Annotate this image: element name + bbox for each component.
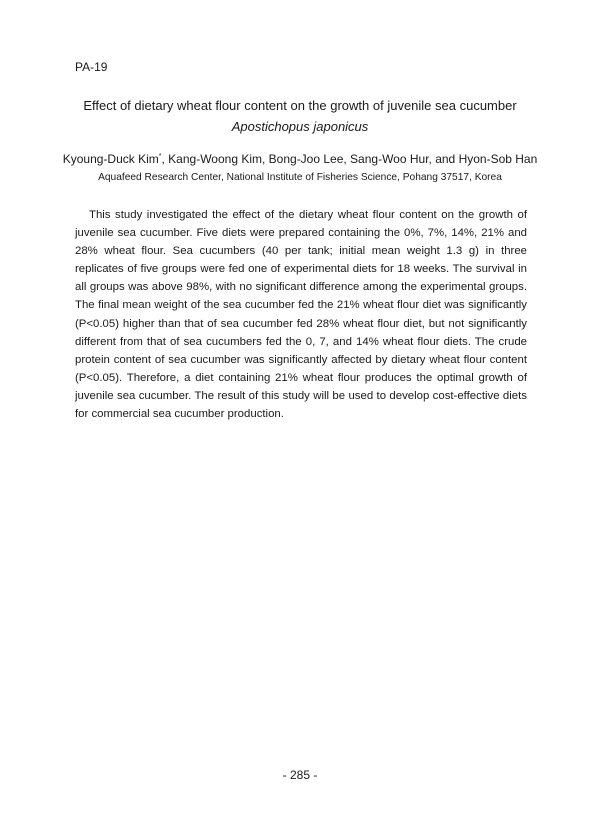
title-block bbox=[0, 97, 600, 136]
species-name: Apostichopus japonicus bbox=[231, 119, 369, 134]
coauthors: , Kang-Woong Kim, Bong-Joo Lee, Sang-Woo Hur, and Hyon-Sob Han bbox=[161, 152, 538, 166]
affiliation: Aquafeed Research Center, National Institute of Fisheries Science, Pohang 37517, Korea bbox=[98, 172, 502, 183]
paper-title: Effect of dietary wheat flour content on the growth of juvenile sea cucumber bbox=[83, 98, 517, 113]
first-author: Kyoung-Duck Kim bbox=[62, 152, 159, 166]
page-number: - 285 - bbox=[282, 768, 318, 782]
abstract-body: This study investigated the effect of the dietary wheat flour content on the growth of juvenile sea cucumber. Five diets were prepared containing the 0%, 7%, 14%, 21% and 28% wheat flour. Sea cucumbers (40 per tank; initial mean weight 1.3 g) in three replicates of five groups were fed one of experimental diets for 18 weeks. The survival in all groups was above 98%, with no significant difference among the experimental groups. The final mean weight of the sea cucumber fed the 21% wheat flour diet was significantly (P<0.05) higher than that of sea cucumber fed 28% wheat flour diet, but not significantly different from that of sea cucumbers fed the 0, 7, and 14% wheat flour diets. The crude protein content of sea cucumber was significantly affected by dietary wheat flour content (P<0.05). Therefore, a diet containing 21% wheat flour produces the optimal growth of juvenile sea cucumber. The result of this study will be used to develop cost-effective diets for commercial sea cucumber production. bbox=[75, 209, 527, 421]
author-list bbox=[0, 151, 600, 167]
corresponding-author-mark: * bbox=[158, 153, 162, 160]
poster-code: PA-19 bbox=[75, 60, 108, 74]
